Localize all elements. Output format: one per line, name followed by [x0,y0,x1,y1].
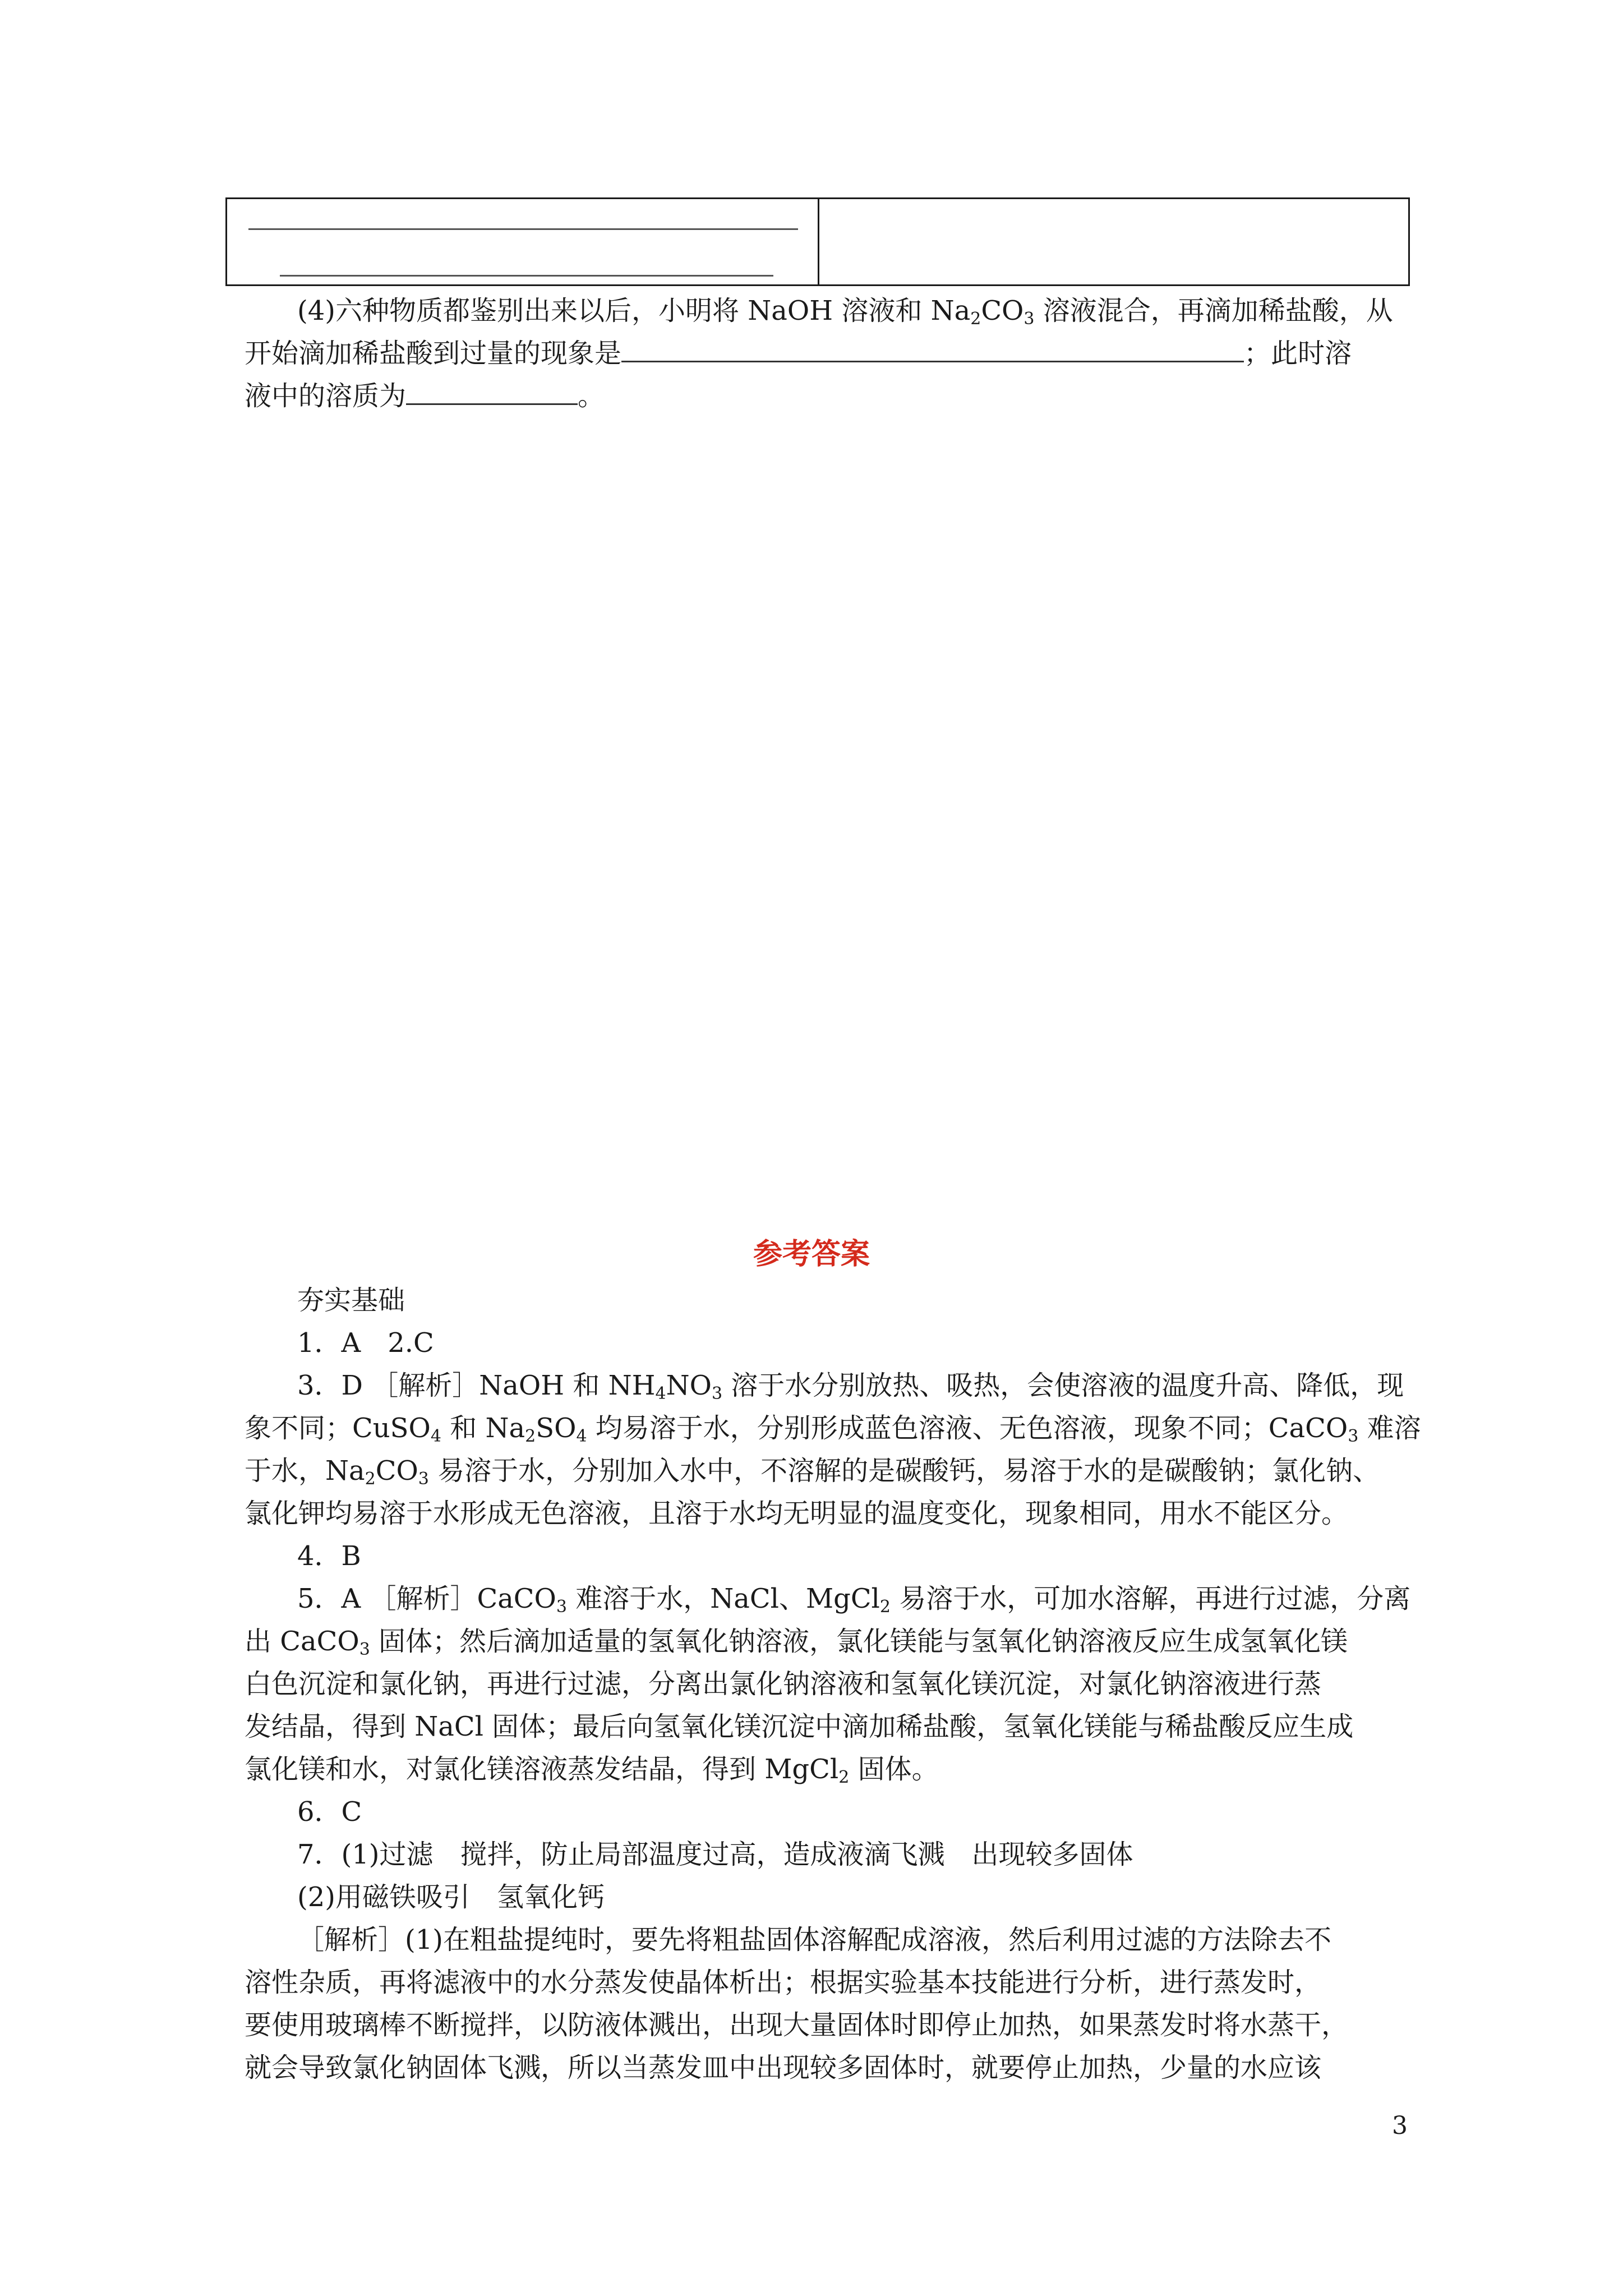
subscript: 2 [879,1597,891,1617]
subscript: 3 [418,1469,429,1489]
text: (4)六种物质都鉴别出来以后，小明将 NaOH 溶液和 Na [297,295,971,326]
question-4-line [245,375,1411,417]
text: 固体；然后滴加适量的氢氧化钠溶液，氯化镁能与氢氧化钠溶液反应生成氢氧化镁 [370,1626,1348,1657]
subscript: 3 [1348,1427,1359,1446]
answer-3-line [245,1450,1411,1492]
text: 出 CaCO [245,1626,359,1657]
answer-3-line [245,1364,1411,1407]
answer-7-line: 溶性杂质，再将滤液中的水分蒸发使晶体析出；根据实验基本技能进行分析，进行蒸发时， [245,1967,1322,1998]
answer-3-line [245,1407,1421,1450]
text: 溶于水分别放热、吸热，会使溶液的温度升高、降低，现 [722,1370,1404,1401]
subscript: 3 [556,1597,567,1617]
subscript: 3 [359,1640,370,1659]
text: SO [536,1412,577,1444]
text: 氯化镁和水，对氯化镁溶液蒸发结晶，得到 MgCl [245,1754,839,1785]
subscript: 2 [365,1469,376,1489]
subscript: 2 [525,1427,536,1446]
question-4-line [245,332,1411,375]
text: 于水，Na [245,1455,365,1487]
answer-7-line: (2)用磁铁吸引 氢氧化钙 [297,1881,605,1913]
text: 。 [578,380,605,412]
text: 和 Na [441,1412,525,1444]
subscript: 2 [838,1768,850,1787]
text: NO [666,1370,712,1401]
answer-key [245,1279,1421,2089]
subscript: 2 [970,309,981,329]
answer-blank[interactable] [621,336,1244,362]
text: 5．A ［解析］CaCO [297,1583,556,1614]
fill-blank-line[interactable] [248,228,798,230]
answer-4: 4．B [297,1540,361,1572]
text: 溶液混合，再滴加稀盐酸，从 [1034,295,1393,326]
answer-1-2: 1．A 2.C [297,1327,434,1359]
text: CO [375,1455,418,1487]
subscript: 4 [576,1427,587,1446]
answer-5-line: 发结晶，得到 NaCl 固体；最后向氢氧化镁沉淀中滴加稀盐酸，氢氧化镁能与稀盐酸反应生成 [245,1711,1354,1742]
answer-blank[interactable] [406,379,578,405]
answer-6: 6．C [297,1796,362,1828]
text: 易溶于水，可加水溶解，再进行过滤，分离 [891,1583,1411,1614]
page-number: 3 [1392,2111,1408,2140]
answer-5-line [245,1620,1411,1663]
answer-key-heading: 参考答案 [753,1237,870,1271]
answer-7-line: 就会导致氯化钠固体飞溅，所以当蒸发皿中出现较多固体时，就要停止加热，少量的水应该 [245,2052,1322,2083]
fill-blank-line[interactable] [280,275,773,277]
text: 3．D ［解析］NaOH 和 NH [297,1370,656,1401]
section-title: 夯实基础 [297,1285,405,1316]
answer-3-line: 氯化钾均易溶于水形成无色溶液，且溶于水均无明显的温度变化，现象相同，用水不能区分。 [245,1498,1349,1529]
subscript: 3 [711,1384,723,1404]
table-cell-right[interactable] [819,199,1408,284]
question-4-line [245,289,1411,332]
text: 象不同；CuSO [245,1412,431,1444]
answer-7-line: 要使用玻璃棒不断搅拌，以防液体溅出，出现大量固体时即停止加热，如果蒸发时将水蒸干， [245,2009,1349,2041]
answer-5-line [245,1577,1411,1620]
answer-5-line [245,1748,1411,1791]
text: 均易溶于水，分别形成蓝色溶液、无色溶液，现象不同；CaCO [587,1412,1348,1444]
answer-7-line: 7．(1)过滤 搅拌，防止局部温度过高，造成液滴飞溅 出现较多固体 [297,1839,1133,1870]
question-4 [245,289,1411,417]
text: 液中的溶质为 [245,380,407,412]
subscript: 4 [430,1427,441,1446]
answer-7-line: ［解析］(1)在粗盐提纯时，要先将粗盐固体溶解配成溶液，然后利用过滤的方法除去不 [297,1924,1331,1955]
text: 易溶于水，分别加入水中，不溶解的是碳酸钙，易溶于水的是碳酸钠；氯化钠、 [428,1455,1380,1487]
answer-5-line: 白色沉淀和氯化钠，再进行过滤，分离出氯化钠溶液和氢氧化镁沉淀，对氯化钠溶液进行蒸 [245,1668,1322,1700]
subscript: 4 [655,1384,666,1404]
text: 固体。 [849,1754,939,1785]
subscript: 3 [1023,309,1035,329]
answer-table-fragment [225,197,1410,286]
table-cell-left [227,199,819,284]
text: ；此时溶 [1244,338,1352,369]
text: CO [981,295,1024,326]
text: 开始滴加稀盐酸到过量的现象是 [245,338,622,369]
text: 难溶 [1358,1412,1421,1444]
text: 难溶于水，NaCl、MgCl [566,1583,880,1614]
